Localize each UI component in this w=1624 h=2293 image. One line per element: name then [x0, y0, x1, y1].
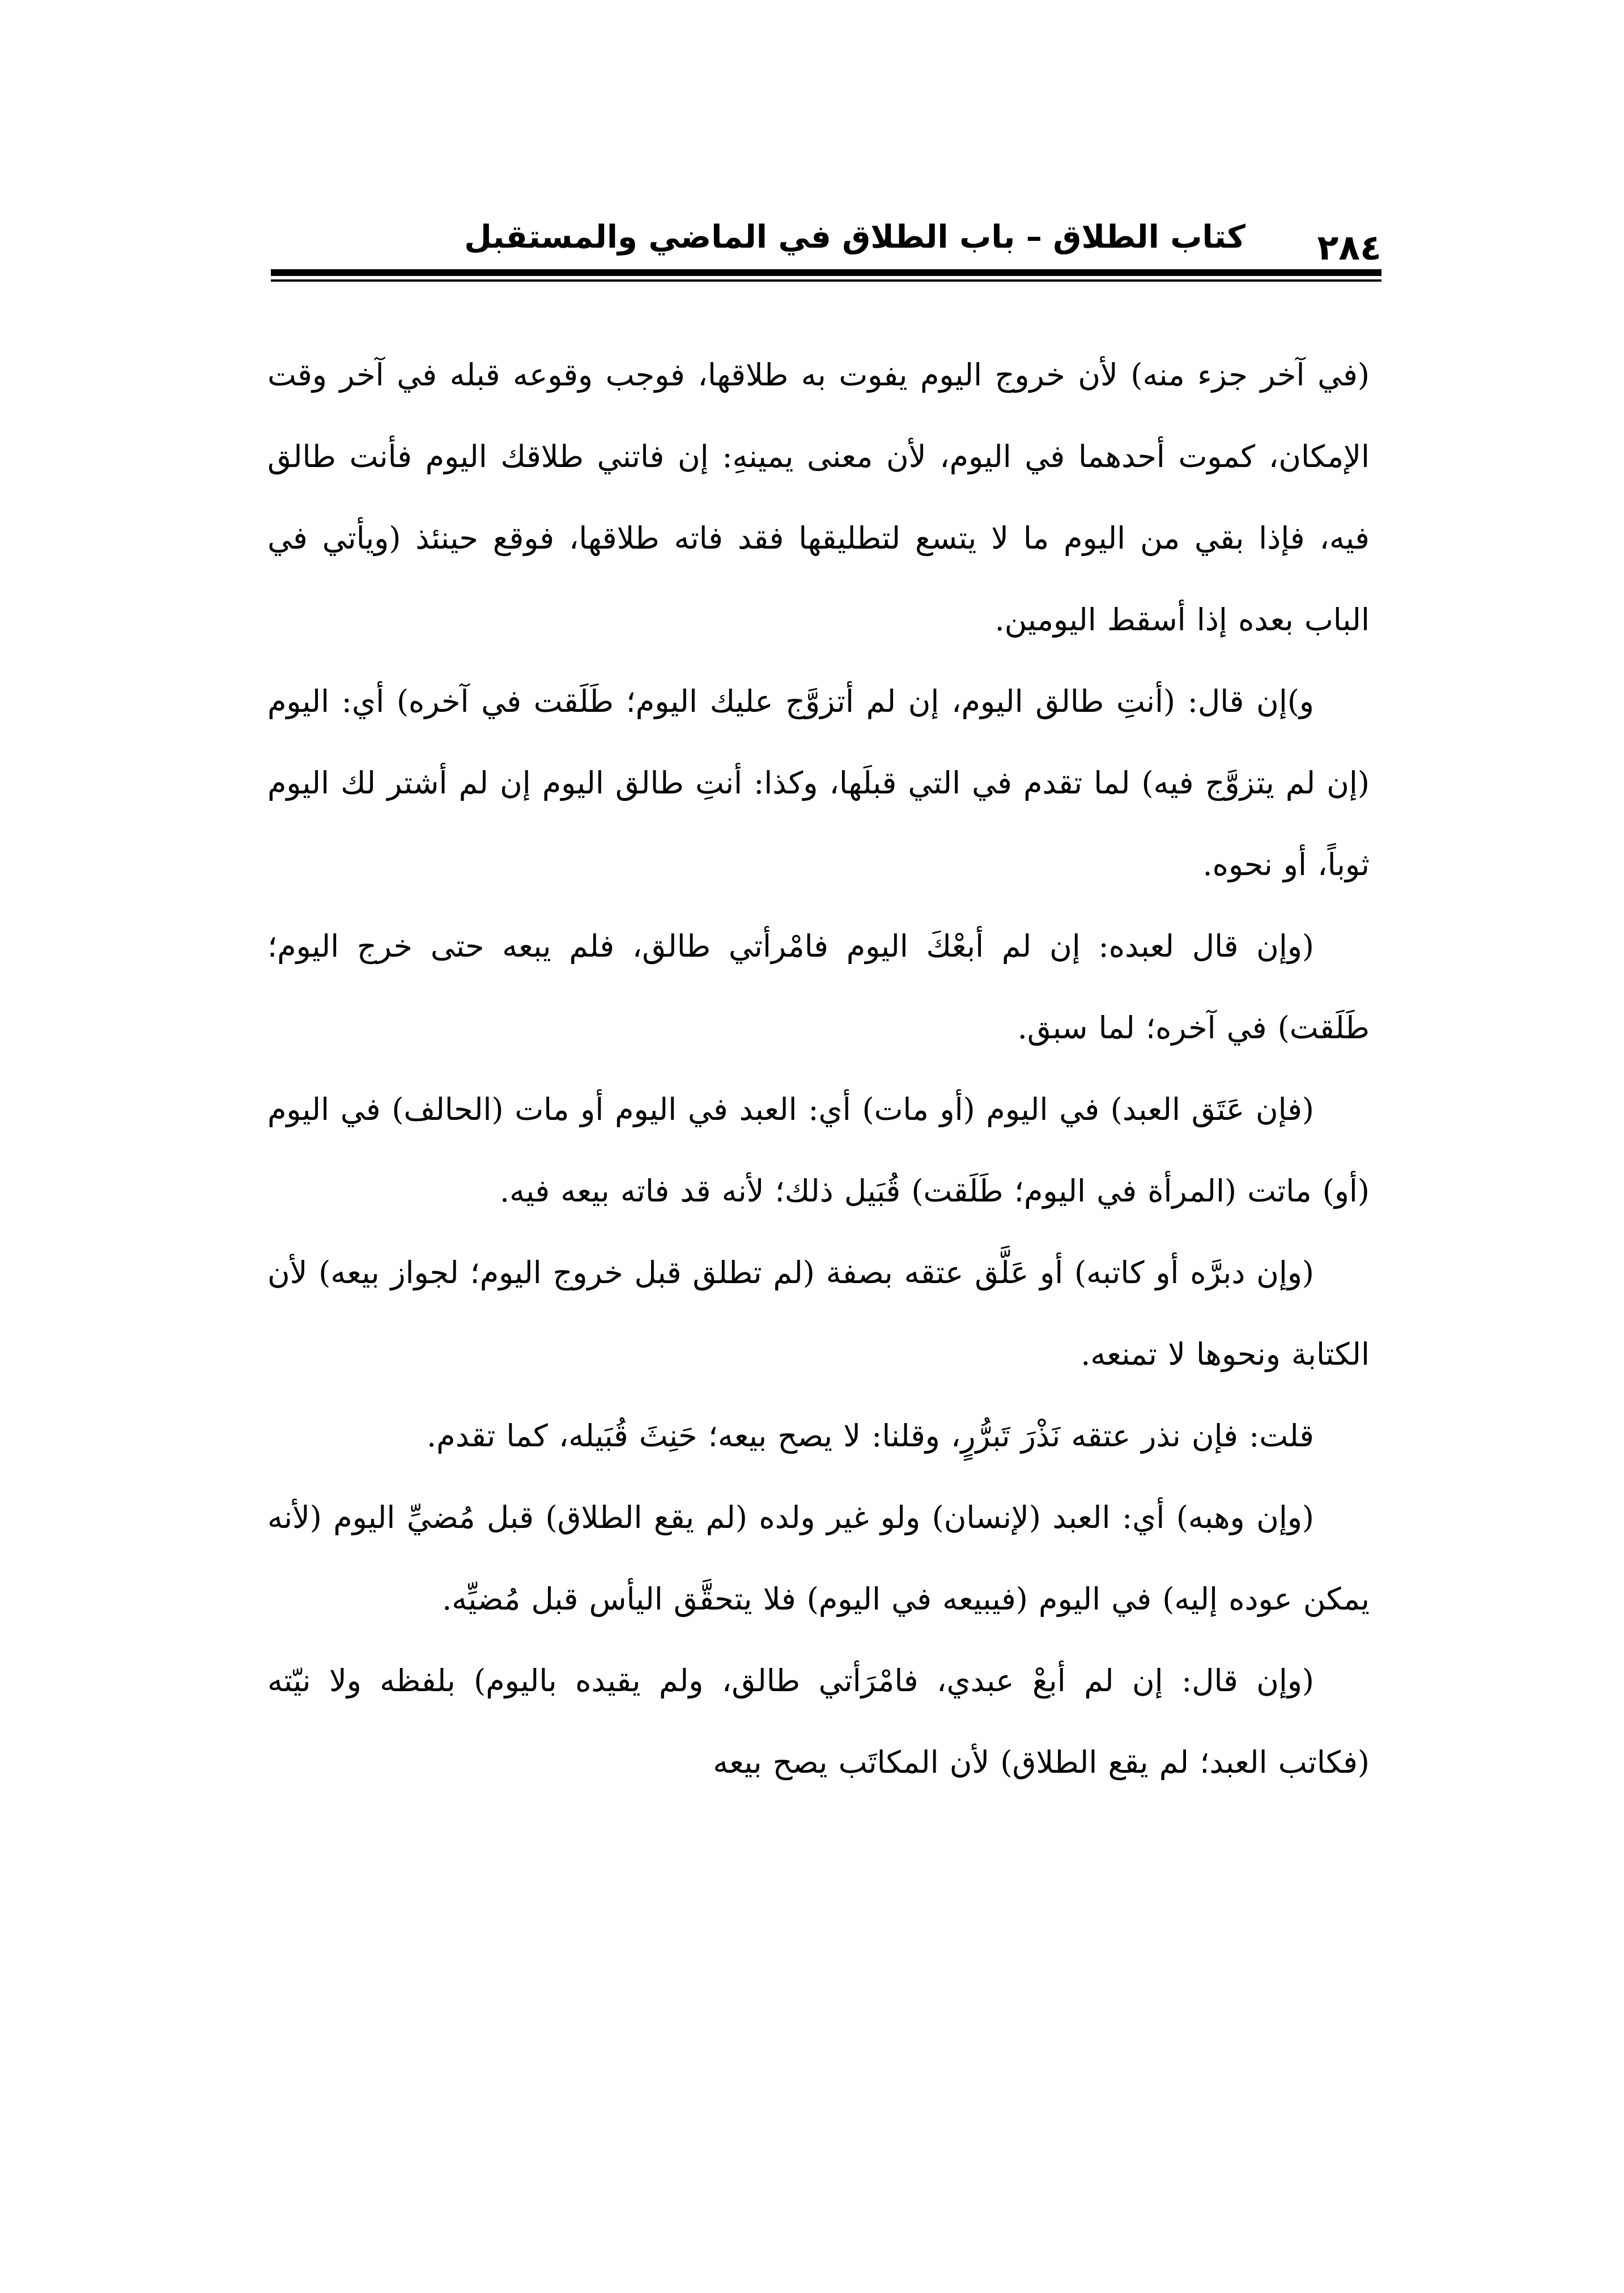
paragraph: (في آخر جزء منه) لأن خروج اليوم يفوت به طلاقها، فوجب وقوعه قبله في آخر وقت الإمكان، كموت أحدهما في اليوم، لأن معنى يمينهِ: إن فاتني طلاقك اليوم فأنت طالق فيه، فإذا بقي من اليوم ما لا يتسع لتطليقها فقد فاته طلاقها، فوقع حينئذ (ويأتي في الباب بعده إذا أسقط اليومين.: [267, 357, 1370, 638]
paragraph: قلت: فإن نذر عتقه نَذْرَ تَبرُّرٍ، وقلنا: لا يصح بيعه؛ حَنِثَ قُبَيله، كما تقدم.: [426, 1418, 1314, 1454]
paragraph: (وإن دبرَّه أو كاتبه) أو عَلَّق عتقه بصفة (لم تطلق قبل خروج اليوم؛ لجواز بيعه) لأن الكتابة ونحوها لا تمنعه.: [267, 1255, 1370, 1372]
page-number: ٢٨٤: [1317, 227, 1381, 268]
header-rule-thin: [271, 279, 1381, 282]
paragraph: و)إن قال: (أنتِ طالق اليوم، إن لم أتزوَّج عليك اليوم؛ طَلَقت في آخره) أي: اليوم (إن لم يتزوَّج فيه) لما تقدم في التي قبلَها، وكذا: أنتِ طالق اليوم إن لم أشتر لك اليوم ثوباً، أو نحوه.: [267, 683, 1370, 882]
paragraph: (وإن قال: إن لم أبعْ عبدي، فامْرَأتي طالق، ولم يقيده باليوم) بلفظه ولا نيّته (فكاتب العبد؛ لم يقع الطلاق) لأن المكاتَب يصح بيعه: [267, 1663, 1370, 1780]
paragraph: (وإن وهبه) أي: العبد (لإنسان) ولو غير ولده (لم يقع الطلاق) قبل مُضيِّ اليوم (لأنه يمكن عوده إليه) في اليوم (فيبيعه في اليوم) فلا يتحقَّق اليأس قبل مُضيِّه.: [267, 1500, 1370, 1617]
body-text: [267, 334, 1370, 1803]
header-rule-thick: [271, 269, 1381, 276]
running-title: كتاب الطلاق – باب الطلاق في الماضي والمستقبل: [464, 219, 1245, 256]
paragraph: (فإن عَتَق العبد) في اليوم (أو مات) أي: العبد في اليوم أو مات (الحالف) في اليوم (أو) ماتت (المرأة في اليوم؛ طَلَقت) قُبَيل ذلك؛ لأنه قد فاته بيعه فيه.: [267, 1092, 1370, 1209]
paragraph: (وإن قال لعبده: إن لم أبعْكَ اليوم فامْرأتي طالق، فلم يبعه حتى خرج اليوم؛ طَلَقت) في آخره؛ لما سبق.: [267, 928, 1370, 1046]
page-header: [271, 213, 1381, 279]
